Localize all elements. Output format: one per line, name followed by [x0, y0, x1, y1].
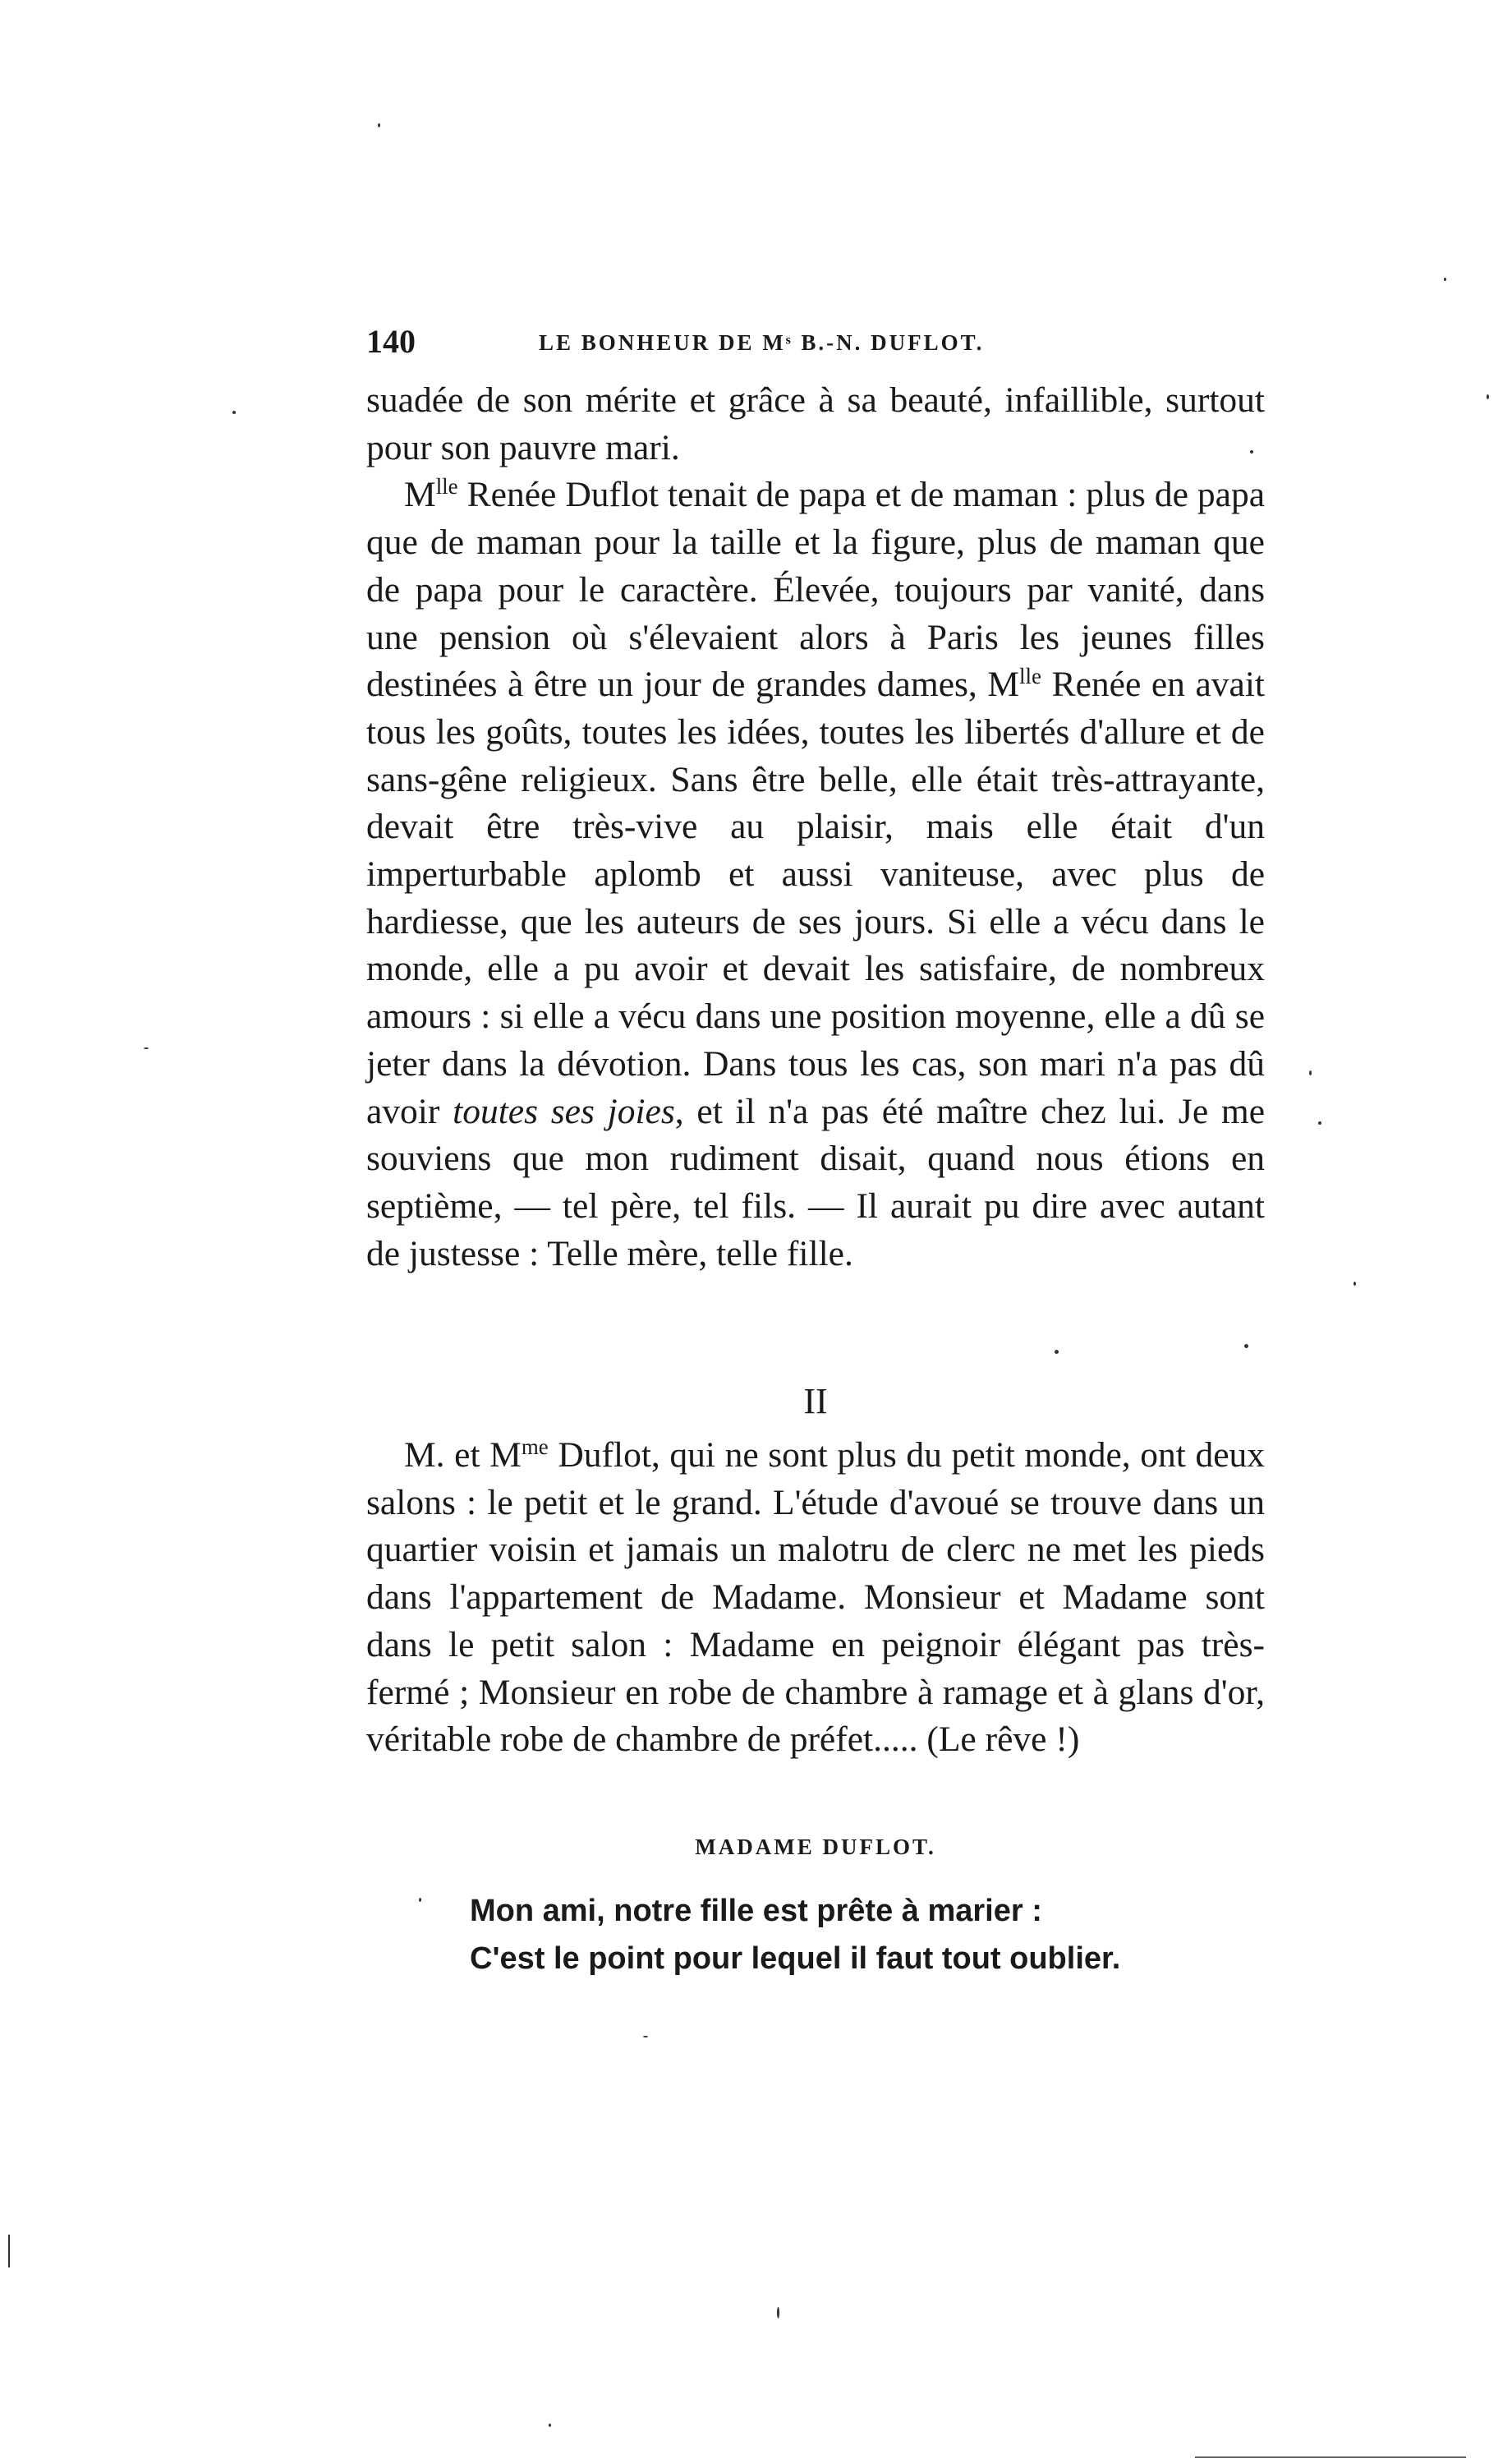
scan-speck	[232, 411, 236, 414]
section-1-text	[366, 377, 1265, 1278]
page-number: 140	[366, 323, 416, 360]
scan-speck	[419, 1898, 421, 1902]
scan-speck	[378, 123, 380, 127]
paragraph-3-text: Duflot, qui ne sont plus du petit monde, ont deux salons : le petit et le grand. L'étude d'avoué se trouve dans un quartier voisin et jamais un malotru de clerc ne met les pieds dans l'appartement de Madame. Monsieur et Madame sont dans le petit salon : Madame en peignoir élégant pas très-fermé ; Monsieur en robe de chambre à ramage et à glans d'or, véritable robe de chambre de préfet..... (Le rêve !)	[366, 1435, 1266, 1760]
superscript-lle-2: lle	[1019, 664, 1042, 689]
paragraph-1	[366, 377, 1265, 472]
scan-speck	[8, 2235, 10, 2267]
scan-speck	[549, 2424, 551, 2427]
abbrev-m: M	[404, 475, 436, 515]
scan-speck	[144, 1047, 149, 1049]
verse-line-2: C'est le point pour lequel il faut tout oublier.	[470, 1941, 1121, 1976]
section-2-text	[366, 1432, 1265, 1764]
paragraph-2-part-a: Renée Duflot tenait de papa et de maman : plus de papa que de maman pour la taille et la figure, plus de maman que de papa pour le caractère. Élevée, toujours par vanité, dans une pension où s'élevaient alors à Paris les jeunes filles destinées à être un jour de grandes dames, M	[366, 475, 1265, 705]
scan-speck	[777, 2307, 779, 2318]
paragraph-3-prefix: M. et M	[404, 1435, 522, 1475]
scan-speck	[1244, 1344, 1248, 1348]
paragraph-2-part-b: Renée en avait tous les goûts, toutes les idées, toutes les libertés d'allure et de sans-gêne religieux. Sans être belle, elle était très-attrayante, devait être très-vive au plaisir, mais elle était d'un imperturbable aplomb et aussi vaniteuse, avec plus de hardiesse, que les auteurs de ses jours. Si elle a vécu dans le monde, elle a pu avoir et devait les satisfaire, de nombreux amours : si elle a vécu dans une position moyenne, elle a dû se jeter dans la dévotion. Dans tous les cas, son mari n'a pas dû avoir	[366, 665, 1265, 1131]
scan-speck	[1487, 394, 1489, 399]
page-header	[366, 322, 1262, 363]
scan-speck	[1444, 278, 1446, 281]
scan-edge-line	[1195, 2456, 1466, 2458]
paragraph-3	[366, 1432, 1265, 1764]
section-heading: II	[803, 1381, 828, 1421]
scan-speck	[1353, 1282, 1356, 1286]
scan-speck	[1309, 1070, 1312, 1075]
running-head: LE BONHEUR DE Mˢ B.-N. DUFLOT.	[539, 330, 985, 355]
scan-speck	[1250, 450, 1253, 453]
italic-phrase: toutes ses joies	[453, 1091, 675, 1131]
speaker-name: MADAME DUFLOT.	[695, 1835, 936, 1859]
paragraph-1-text: suadée de son mérite et grâce à sa beauté, infaillible, surtout pour son pauvre mari.	[366, 380, 1265, 467]
superscript-me: me	[521, 1434, 549, 1460]
scan-speck	[1055, 1350, 1059, 1354]
superscript-lle: lle	[435, 474, 458, 500]
paragraph-2	[366, 472, 1265, 1278]
paragraph-2-part-c: , et il n'a pas été maître chez lui. Je me souviens que mon rudiment disait, quand nous étions en septième, — tel père, tel fils. — Il aurait pu dire avec autant de justesse : Telle mère, telle fille.	[366, 1091, 1265, 1273]
scan-speck	[643, 2036, 648, 2037]
verse-block	[470, 1887, 1120, 1982]
verse-line-1: Mon ami, notre fille est prête à marier :	[470, 1894, 1042, 1928]
scan-speck	[1318, 1121, 1321, 1125]
